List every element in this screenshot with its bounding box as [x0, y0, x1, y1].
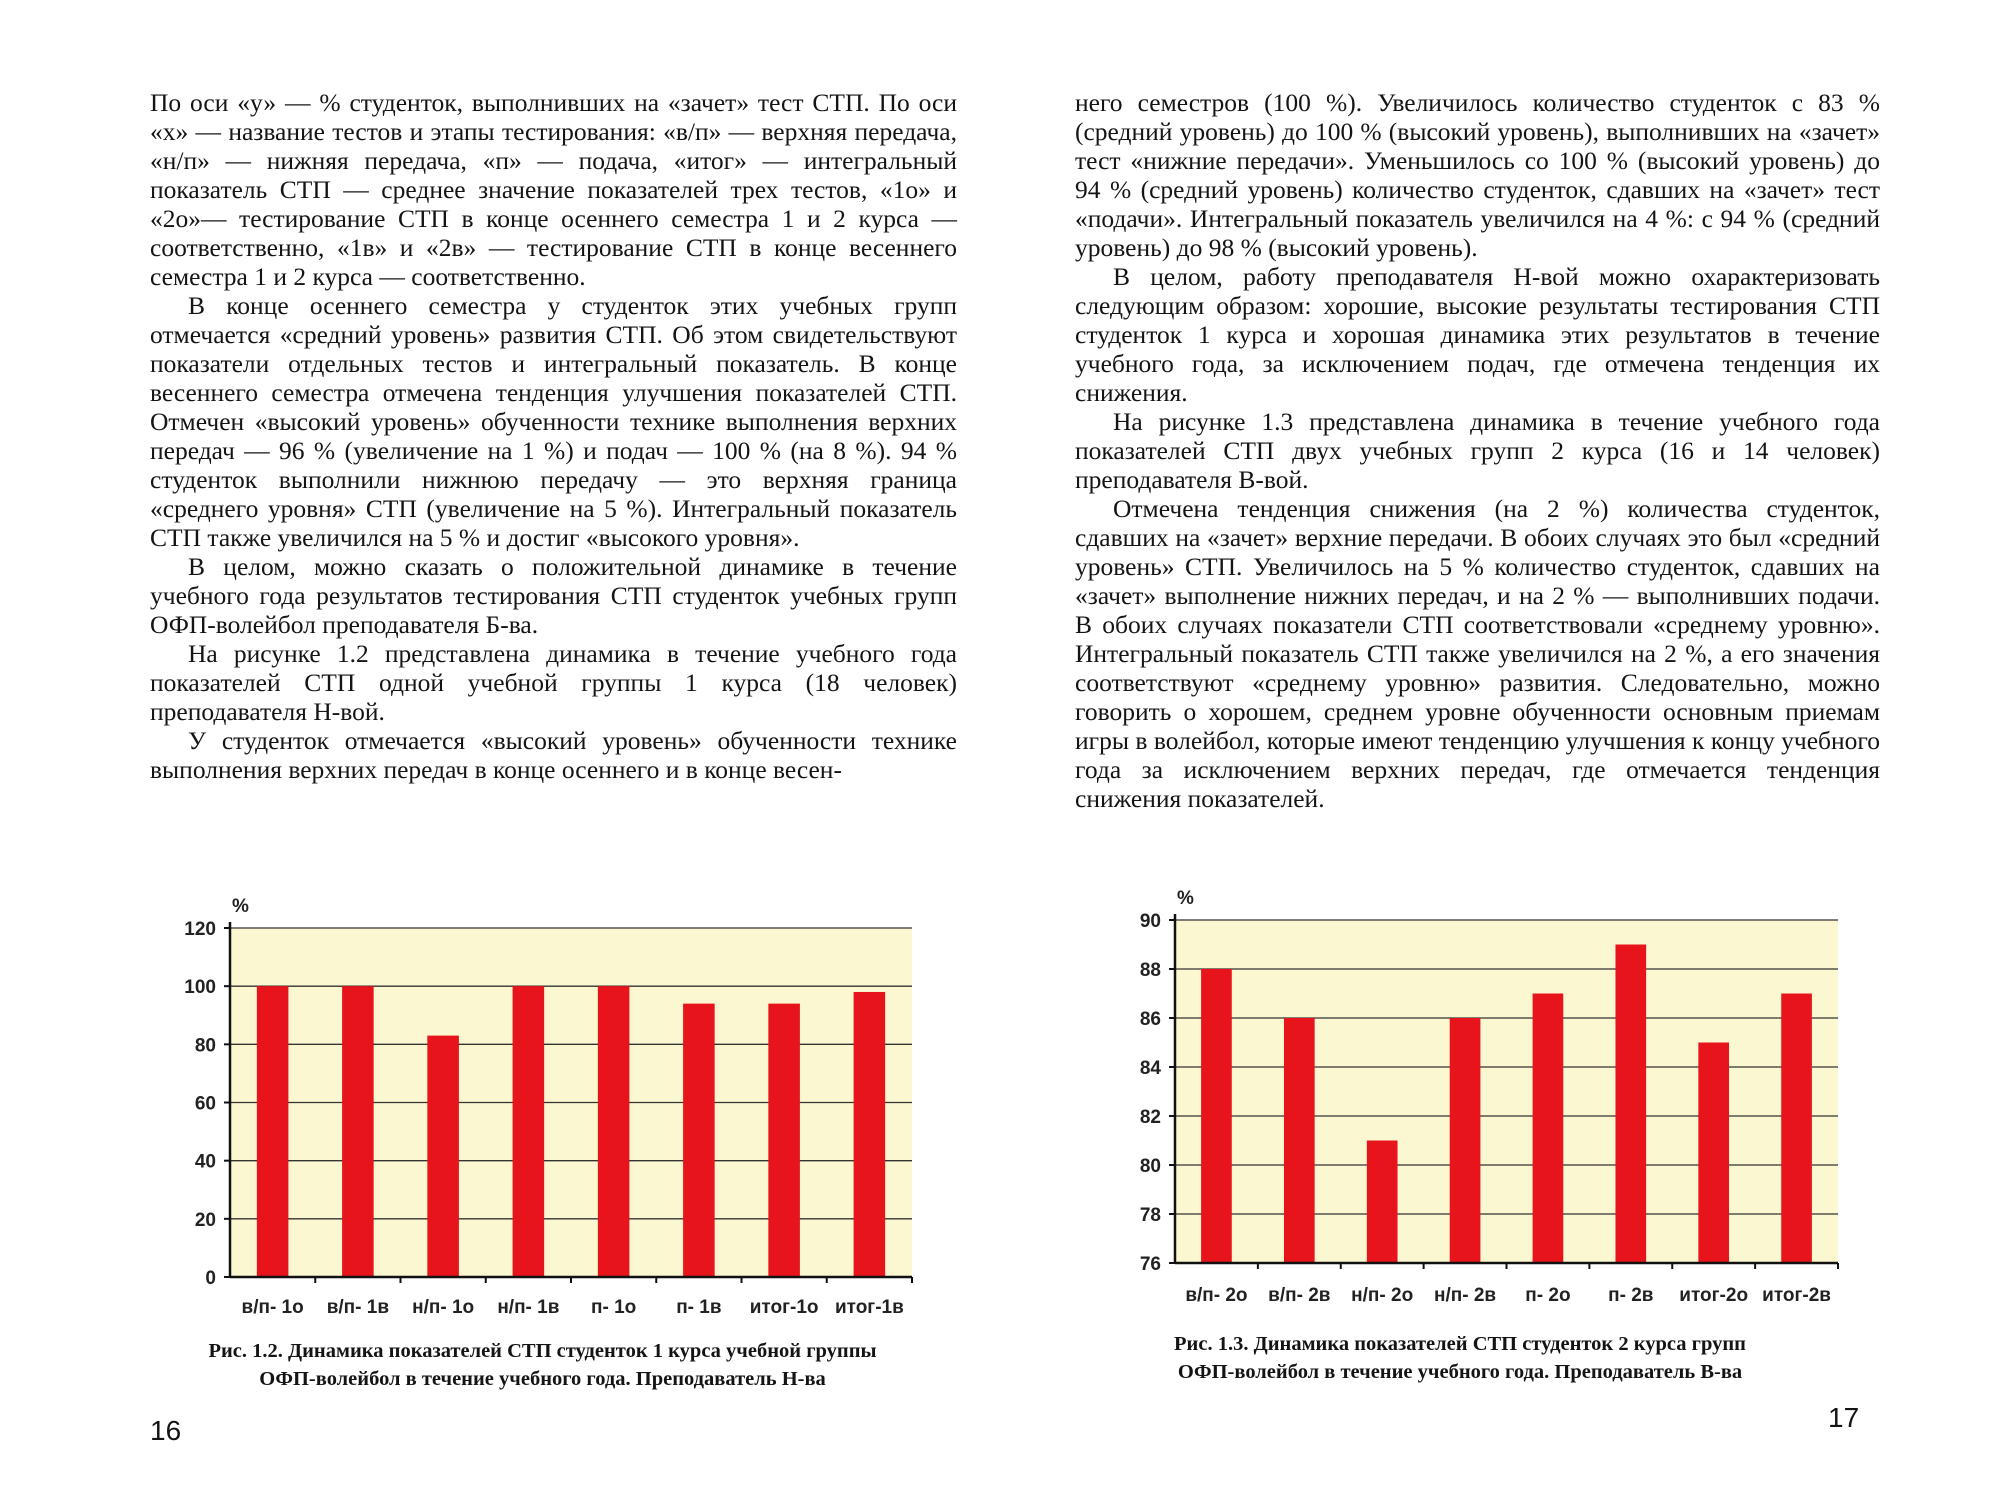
page-number-right: 17 [1828, 1402, 1860, 1433]
category-label: н/п- 2о [1351, 1285, 1414, 1305]
page-number-left: 16 [150, 1415, 182, 1446]
y-unit-label: % [232, 896, 249, 917]
bar [1781, 994, 1812, 1264]
category-label: п- 1о [590, 1297, 637, 1318]
category-label: н/п- 2в [1434, 1285, 1497, 1305]
bar [1450, 1018, 1481, 1263]
paragraph: На рисунке 1.3 представлена динамика в течение учебного года показателей СТП двух учебных групп 2 курса (16 и 14 человек) преподавателя В-вой. [1075, 407, 1880, 494]
paragraph: На рисунке 1.2 представлена динамика в течение учебного года показателей СТП одной учебной группы 1 курса (18 человек) преподавателя Н-вой. [150, 639, 957, 726]
bar [1367, 1141, 1398, 1264]
bar [1698, 1043, 1729, 1264]
bar [427, 1036, 459, 1277]
y-tick-label: 0 [205, 1268, 216, 1289]
caption-fig-1-2 [120, 1337, 965, 1393]
paragraph: У студенток отмечается «высокий уровень» обученности технике выполнения верхних передач в конце осеннего и в конце весен- [150, 726, 957, 784]
paragraph: По оси «у» — % студенток, выполнивших на «зачет» тест СТП. По оси «х» — название тестов и этапы тестирования: «в/п» — верхняя передача, «н/п» — нижняя передача, «п» — подача, «итог» — интегральный показатель СТП — среднее значение показателей трех тестов, «1о» и «2о»— тестирование СТП в конце осеннего семестра 1 и 2 курса — соответственно, «1в» и «2в» — тестирование СТП в конце весеннего семестра 1 и 2 курса — соответственно. [150, 88, 957, 291]
bar [342, 986, 374, 1277]
y-tick-label: 40 [194, 1151, 216, 1173]
chart-fig-1-2 [150, 880, 940, 1320]
caption-line: Рис. 1.2. Динамика показателей СТП студенток 1 курса учебной группы [208, 1340, 877, 1362]
bar [513, 986, 545, 1277]
bar [1615, 945, 1646, 1264]
y-tick-label: 80 [1139, 1156, 1161, 1177]
category-label: в/п- 1о [241, 1297, 304, 1318]
category-label: в/п- 1в [326, 1297, 390, 1318]
chart-fig-1-3 [1095, 885, 1885, 1305]
y-tick-label: 84 [1139, 1058, 1161, 1079]
y-tick-label: 90 [1139, 911, 1161, 932]
bar [1201, 969, 1232, 1263]
bar [1284, 1018, 1315, 1263]
category-label: итог-2о [1679, 1285, 1749, 1305]
right-body-text [1075, 88, 1880, 813]
y-tick-label: 80 [194, 1035, 216, 1057]
category-label: в/п- 2о [1185, 1285, 1248, 1305]
y-tick-label: 60 [194, 1093, 216, 1115]
category-label: п- 1в [676, 1297, 722, 1318]
y-tick-label: 86 [1139, 1009, 1161, 1030]
y-tick-label: 20 [194, 1209, 216, 1231]
y-tick-label: 78 [1139, 1205, 1161, 1226]
category-label: итог-2в [1762, 1285, 1831, 1305]
y-tick-label: 100 [184, 977, 216, 999]
paragraph: В целом, можно сказать о положительной динамике в течение учебного года результатов тестирования СТП студенток учебных групп ОФП-волейбол преподавателя Б-ва. [150, 552, 957, 639]
bar [598, 986, 630, 1277]
plot-area [1175, 920, 1838, 1263]
y-unit-label: % [1177, 888, 1194, 909]
y-tick-label: 88 [1139, 960, 1161, 981]
caption-line: ОФП-волейбол в течение учебного года. Преподаватель Н-ва [259, 1368, 826, 1390]
category-label: итог-1в [834, 1297, 904, 1318]
right-page [1000, 0, 2000, 1491]
bar [257, 986, 289, 1277]
y-tick-label: 82 [1139, 1107, 1161, 1128]
chart-fig-1-3-svg [1095, 885, 1885, 1305]
chart-fig-1-2-svg [150, 880, 940, 1320]
caption-line: Рис. 1.3. Динамика показателей СТП студенток 2 курса групп [1174, 1333, 1746, 1355]
caption-fig-1-3 [1090, 1330, 1830, 1386]
paragraph: него семестров (100 %). Увеличилось количество студенток с 83 % (средний уровень) до 100 % (высокий уровень), выполнивших на «зачет» тест «нижние передачи». Уменьшилось со 100 % (высокий уровень) до 94 % (средний уровень) количество студенток, сдавших на «зачет» тест «подачи». Интегральный показатель увеличился на 4 %: с 94 % (средний уровень) до 98 % (высокий уровень). [1075, 88, 1880, 262]
category-label: п- 2о [1525, 1285, 1571, 1305]
paragraph: В целом, работу преподавателя Н-вой можно охарактеризовать следующим образом: хорошие, высокие результаты тестирования СТП студенток 1 курса и хорошая динамика этих результатов в течение учебного года, за исключением подач, где отмечена тенденция их снижения. [1075, 262, 1880, 407]
category-label: итог-1о [749, 1297, 819, 1318]
y-tick-label: 120 [184, 919, 216, 940]
caption-line: ОФП-волейбол в течение учебного года. Преподаватель В-ва [1177, 1361, 1743, 1383]
category-label: н/п- 1в [497, 1297, 560, 1318]
paragraph: Отмечена тенденция снижения (на 2 %) количества студенток, сдавших на «зачет» верхние передачи. В обоих случаях это был «средний уровень» СТП. Увеличилось на 5 % количество студенток, сдавших на «зачет» выполнение нижних передач, и на 2 % — выполнивших подачи. В обоих случаях показатели СТП соответствовали «среднему уровню». Интегральный показатель СТП также увеличился на 2 %, а его значения соответствуют «среднему уровню» развития. Следовательно, можно говорить о хорошем, среднем уровне обученности основным приемам игры в волейбол, которые имеют тенденцию улучшения к концу учебного года за исключением верхних передач, где отмечается тенденция снижения показателей. [1075, 494, 1880, 813]
paragraph: В конце осеннего семестра у студенток этих учебных групп отмечается «средний уровень» развития СТП. Об этом свидетельствуют показатели отдельных тестов и интегральный показатель. В конце весеннего семестра отмечена тенденция улучшения показателей СТП. Отмечен «высокий уровень» обученности технике выполнения верхних передач — 96 % (увеличение на 1 %) и подач — 100 % (на 8 %). 94 % студенток выполнили нижнюю передачу — это верхняя граница «среднего уровня» СТП (увеличение на 5 %). Интегральный показатель СТП также увеличился на 5 % и достиг «высокого уровня». [150, 291, 957, 552]
category-label: н/п- 1о [412, 1297, 475, 1318]
left-body-text [150, 88, 957, 784]
bar [1533, 994, 1564, 1264]
category-label: в/п- 2в [1268, 1285, 1331, 1305]
y-tick-label: 76 [1139, 1254, 1161, 1275]
category-label: п- 2в [1608, 1285, 1654, 1305]
bar [683, 1004, 715, 1277]
bar [854, 992, 886, 1277]
bar [768, 1004, 800, 1277]
